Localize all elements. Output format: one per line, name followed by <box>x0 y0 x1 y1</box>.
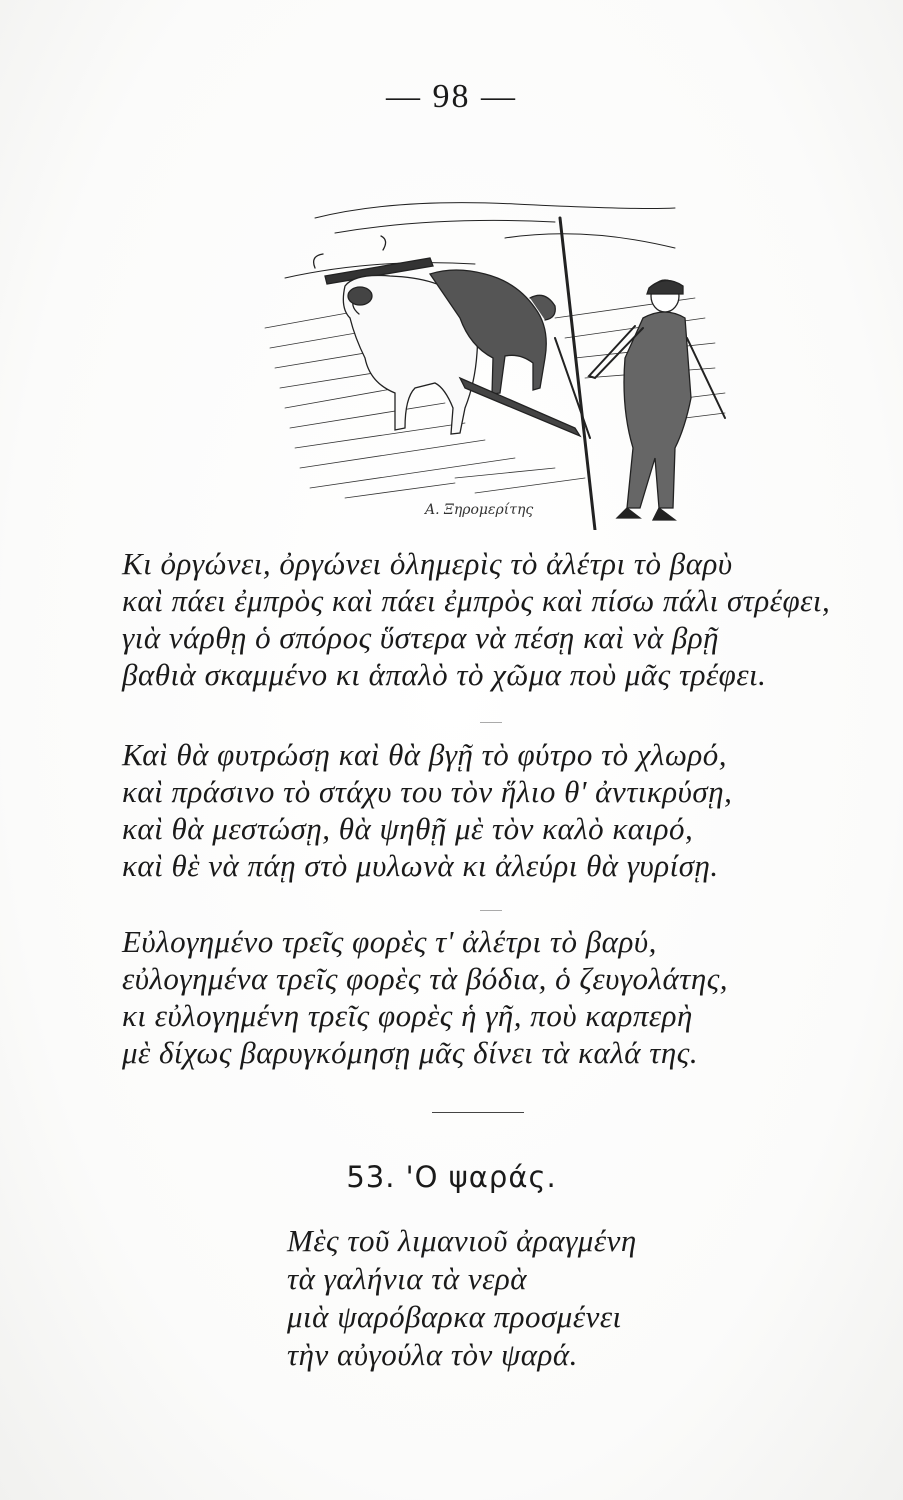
stanza-line: καὶ πάει ἐμπρὸς καὶ πάει ἐμπρὸς καὶ πίσω πάλι στρέφει, <box>122 583 831 618</box>
stanza-line: Καὶ θὰ φυτρώσῃ καὶ θὰ βγῇ τὸ φύτρο τὸ χλωρό, <box>122 737 727 772</box>
divider-mark <box>480 722 502 723</box>
poem-line: μιὰ ψαρόβαρκα προσμένει <box>287 1299 622 1334</box>
stanza-line: εὐλογημένα τρεῖς φορὲς τὰ βόδια, ὁ ζευγολάτης, <box>122 961 729 996</box>
stanza-line: Κι ὀργώνει, ὀργώνει ὁλημερὶς τὸ ἀλέτρι τὸ βαρὺ <box>122 546 733 581</box>
plowing-illustration <box>255 178 730 530</box>
stanza-line: βαθιὰ σκαμμένο κι ἁπαλὸ τὸ χῶμα ποὺ μᾶς τρέφει. <box>122 657 767 692</box>
stanza-line: μὲ δίχως βαρυγκόμησῃ μᾶς δίνει τὰ καλά της. <box>122 1035 699 1070</box>
illustration-signature: A. Ξηρομερίτης <box>425 502 534 518</box>
stanza-3 <box>122 923 728 1071</box>
divider-mark <box>480 910 502 911</box>
poem-line: Μὲς τοῦ λιμανιοῦ ἀραγμένη <box>287 1223 637 1258</box>
page-number: — 98 — <box>386 78 517 115</box>
stanza-line: Εὐλογημένο τρεῖς φορὲς τ' ἀλέτρι τὸ βαρύ, <box>122 924 657 959</box>
stanza-2 <box>122 736 732 884</box>
poem-body <box>287 1222 637 1374</box>
section-title: 53. 'Ο ψαράς. <box>346 1160 557 1194</box>
stanza-line: καὶ πράσινο τὸ στάχυ του τὸν ἥλιο θ' ἀντικρύσῃ, <box>122 774 733 809</box>
stanza-line: κι εὐλογημένη τρεῖς φορὲς ἡ γῆ, ποὺ καρπερὴ <box>122 998 693 1033</box>
stanza-line: καὶ θὰ μεστώσῃ, θὰ ψηθῇ μὲ τὸν καλὸ καιρό, <box>122 811 694 846</box>
stanza-line: καὶ θὲ νὰ πάῃ στὸ μυλωνὰ κι ἀλεύρι θὰ γυρίσῃ. <box>122 848 719 883</box>
stanza-line: γιὰ νάρθῃ ὁ σπόρος ὕστερα νὰ πέσῃ καὶ νὰ βρῇ <box>122 620 720 655</box>
poem-line: τὰ γαλήνια τὰ νερὰ <box>287 1261 528 1296</box>
section-divider <box>432 1112 524 1113</box>
poem-line: τὴν αὐγούλα τὸν ψαρά. <box>287 1337 578 1372</box>
stanza-1 <box>122 545 830 693</box>
